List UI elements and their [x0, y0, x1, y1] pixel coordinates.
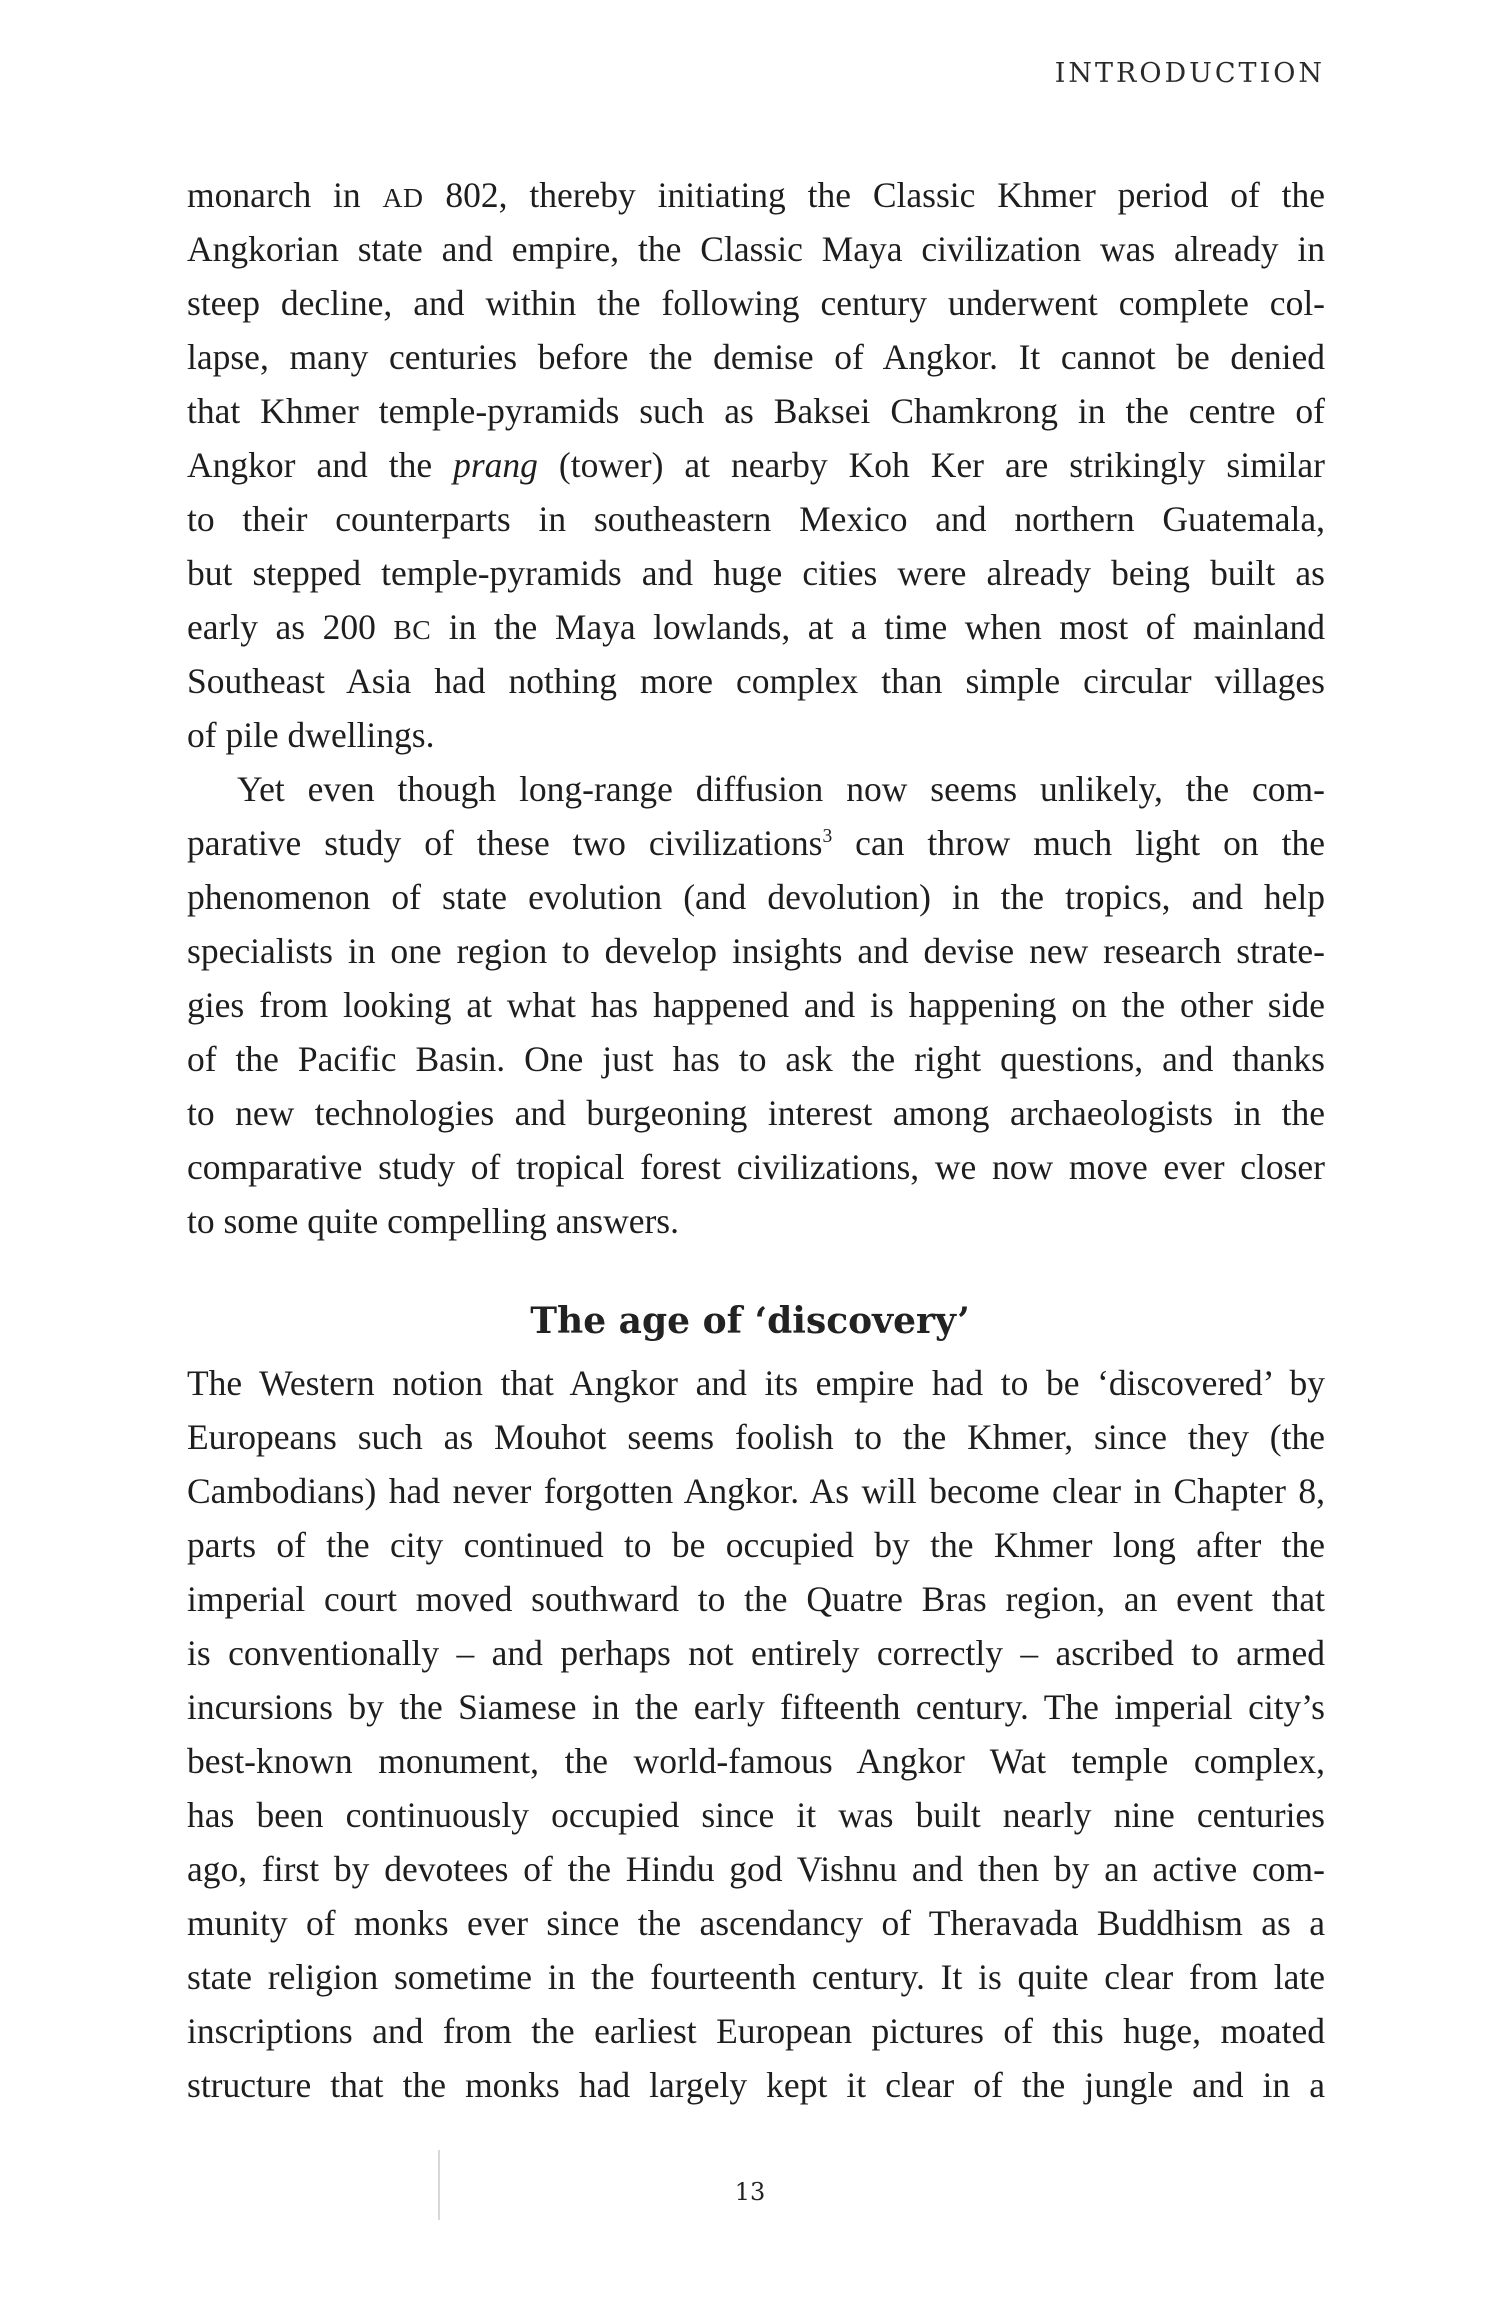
text-run: Yet even though long-range diffusion now seems unlikely, the com- — [237, 769, 1325, 809]
text-run: structure that the monks had largely kept it clear of the jungle and in a — [187, 2065, 1325, 2105]
text-run: of the Pacific Basin. One just has to ask the right questions, and thanks — [187, 1039, 1325, 1079]
text-line — [187, 1734, 1325, 1788]
text-line — [187, 1680, 1325, 1734]
text-line — [187, 492, 1325, 546]
text-run: (tower) at nearby Koh Ker are strikingly similar — [537, 445, 1325, 485]
text-line — [187, 1140, 1325, 1194]
text-line — [187, 2004, 1325, 2058]
text-run: ago, first by devotees of the Hindu god Vishnu and then by an active com- — [187, 1849, 1325, 1889]
text-run: lapse, many centuries before the demise of Angkor. It cannot be denied — [187, 337, 1325, 377]
paragraph-text — [187, 168, 1325, 762]
section-heading: The age of ‘discovery’ — [530, 1300, 970, 1342]
text-line — [187, 330, 1325, 384]
text-run: steep decline, and within the following century underwent complete col- — [187, 283, 1325, 323]
footnote-marker: 3 — [822, 826, 833, 848]
text-run: Angkor and the — [187, 445, 454, 485]
text-run: Angkorian state and empire, the Classic Maya civilization was already in — [187, 229, 1325, 269]
text-run: Europeans such as Mouhot seems foolish to the Khmer, since they (the — [187, 1417, 1325, 1457]
text-line — [187, 924, 1325, 978]
text-run: parative study of these two civilizations — [187, 823, 823, 863]
text-line — [187, 1464, 1325, 1518]
text-line — [187, 384, 1325, 438]
text-run: to their counterparts in southeastern Mexico and northern Guatemala, — [187, 499, 1325, 539]
text-line — [187, 1788, 1325, 1842]
text-run: early as 200 — [187, 607, 394, 647]
text-run: but stepped temple-pyramids and huge cities were already being built as — [187, 553, 1325, 593]
text-run: phenomenon of state evolution (and devolution) in the tropics, and help — [187, 877, 1325, 917]
text-line — [187, 222, 1325, 276]
text-line — [187, 1410, 1325, 1464]
small-caps-era: AD — [382, 182, 424, 213]
paragraph-1 — [187, 168, 1325, 762]
text-run: The Western notion that Angkor and its empire had to be ‘discovered’ by — [187, 1363, 1325, 1403]
text-run: imperial court moved southward to the Quatre Bras region, an event that — [187, 1579, 1325, 1619]
text-run: best-known monument, the world-famous Angkor Wat temple complex, — [187, 1741, 1325, 1781]
text-line — [187, 816, 1325, 870]
text-line — [187, 1086, 1325, 1140]
text-line — [187, 2058, 1325, 2112]
text-line — [187, 546, 1325, 600]
text-run: 802, thereby initiating the Classic Khmer period of the — [423, 175, 1326, 215]
text-run: incursions by the Siamese in the early fifteenth century. The imperial city’s — [187, 1687, 1325, 1727]
text-run: inscriptions and from the earliest European pictures of this huge, moated — [187, 2011, 1325, 2051]
italic-term: prang — [453, 445, 538, 485]
text-run: is conventionally – and perhaps not entirely correctly – ascribed to armed — [187, 1633, 1325, 1673]
paragraph-3 — [187, 1356, 1325, 2112]
text-line — [187, 1896, 1325, 1950]
text-line — [187, 654, 1325, 708]
text-run: has been continuously occupied since it was built nearly nine centuries — [187, 1795, 1325, 1835]
page-number: 13 — [734, 2178, 766, 2206]
text-run: to some quite compelling answers. — [187, 1201, 679, 1241]
text-line — [187, 978, 1325, 1032]
running-head: INTRODUCTION — [1054, 58, 1325, 89]
text-line — [187, 1842, 1325, 1896]
text-run: that Khmer temple-pyramids such as Baksei Chamkrong in the centre of — [187, 391, 1325, 431]
text-run: to new technologies and burgeoning interest among archaeologists in the — [187, 1093, 1325, 1133]
text-line — [187, 600, 1325, 654]
text-line — [187, 1572, 1325, 1626]
text-line — [187, 870, 1325, 924]
text-line — [187, 168, 1325, 222]
paragraph-text — [187, 762, 1325, 1248]
text-run: specialists in one region to develop insights and devise new research strate- — [187, 931, 1325, 971]
text-run: Cambodians) had never forgotten Angkor. As will become clear in Chapter 8, — [187, 1471, 1325, 1511]
text-run: comparative study of tropical forest civilizations, we now move ever closer — [187, 1147, 1325, 1187]
text-run: munity of monks ever since the ascendancy of Theravada Buddhism as a — [187, 1903, 1325, 1943]
text-run: can throw much light on the — [832, 823, 1325, 863]
text-line — [187, 1032, 1325, 1086]
text-run: Southeast Asia had nothing more complex than simple circular villages — [187, 661, 1325, 701]
text-run: monarch in — [187, 175, 383, 215]
small-caps-era: BC — [393, 614, 432, 645]
text-line — [187, 1194, 1325, 1248]
text-line — [187, 438, 1325, 492]
text-run: parts of the city continued to be occupied by the Khmer long after the — [187, 1525, 1325, 1565]
text-run: gies from looking at what has happened and is happening on the other side — [187, 985, 1325, 1025]
scan-artifact — [438, 2150, 440, 2220]
paragraph-text — [187, 1356, 1325, 2112]
text-line — [187, 1518, 1325, 1572]
text-run: of pile dwellings. — [187, 715, 435, 755]
text-line — [187, 1950, 1325, 2004]
text-line — [187, 1356, 1325, 1410]
text-run: state religion sometime in the fourteenth century. It is quite clear from late — [187, 1957, 1325, 1997]
text-run: in the Maya lowlands, at a time when most of mainland — [431, 607, 1325, 647]
paragraph-2 — [187, 762, 1325, 1248]
text-line — [187, 708, 1325, 762]
text-line — [187, 762, 1325, 816]
text-line — [187, 1626, 1325, 1680]
text-line — [187, 276, 1325, 330]
